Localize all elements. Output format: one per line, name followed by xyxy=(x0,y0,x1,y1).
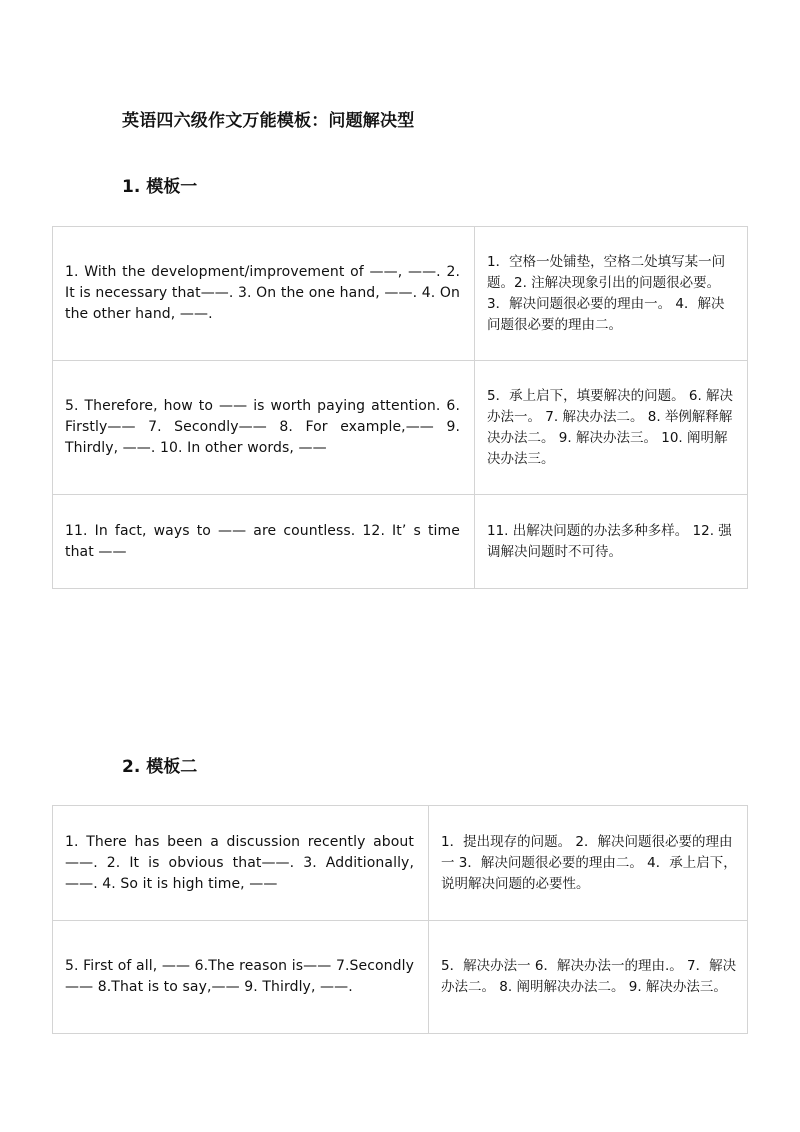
english-template-cell: 5. Therefore, how to —— is worth paying attention. 6. Firstly—— 7. Secondly—— 8. For example,—— 9. Thirdly, ——. 10. In other words, —— xyxy=(53,361,475,495)
template-1-table xyxy=(52,226,748,589)
chinese-explanation-cell: 5．承上启下，填要解决的问题。 6. 解决办法一。 7. 解决办法二。 8. 举例解释解决办法二。 9. 解决办法三。 10. 阐明解决办法三。 xyxy=(475,361,748,495)
english-template-cell: 11. In fact, ways to —— are countless. 12. It’ s time that —— xyxy=(53,495,475,589)
english-template-cell: 1. There has been a discussion recently about——. 2. It is obvious that——. 3. Additionally, ——. 4. So it is high time, —— xyxy=(53,806,429,921)
table-row xyxy=(53,361,748,495)
section-heading-template-2: 2. 模板二 xyxy=(122,757,198,777)
table-row xyxy=(53,921,748,1034)
table-row xyxy=(53,227,748,361)
table-row xyxy=(53,495,748,589)
section-heading-template-1: 1. 模板一 xyxy=(122,177,198,197)
template-2-table xyxy=(52,805,748,1034)
english-template-cell: 5. First of all, —— 6.The reason is—— 7.Secondly—— 8.That is to say,—— 9. Thirdly, ——. xyxy=(53,921,429,1034)
document-title: 英语四六级作文万能模板：问题解决型 xyxy=(122,111,415,131)
table-row xyxy=(53,806,748,921)
chinese-explanation-cell: 11. 出解决问题的办法多种多样。 12. 强调解决问题时不可待。 xyxy=(475,495,748,589)
chinese-explanation-cell: 5．解决办法一 6．解决办法一的理由.。 7．解决办法二。 8. 阐明解决办法二。 9. 解决办法三。 xyxy=(429,921,748,1034)
chinese-explanation-cell: 1．提出现存的问题。 2．解决问题很必要的理由一 3．解决问题很必要的理由二。 4．承上启下，说明解决问题的必要性。 xyxy=(429,806,748,921)
english-template-cell: 1. With the development/improvement of ——, ——. 2. It is necessary that——. 3. On the one hand, ——. 4. On the other hand, ——. xyxy=(53,227,475,361)
chinese-explanation-cell: 1．空格一处铺垫，空格二处填写某一问题。2. 注解决现象引出的问题很必要。 3．解决问题很必要的理由一。 4．解决问题很必要的理由二。 xyxy=(475,227,748,361)
